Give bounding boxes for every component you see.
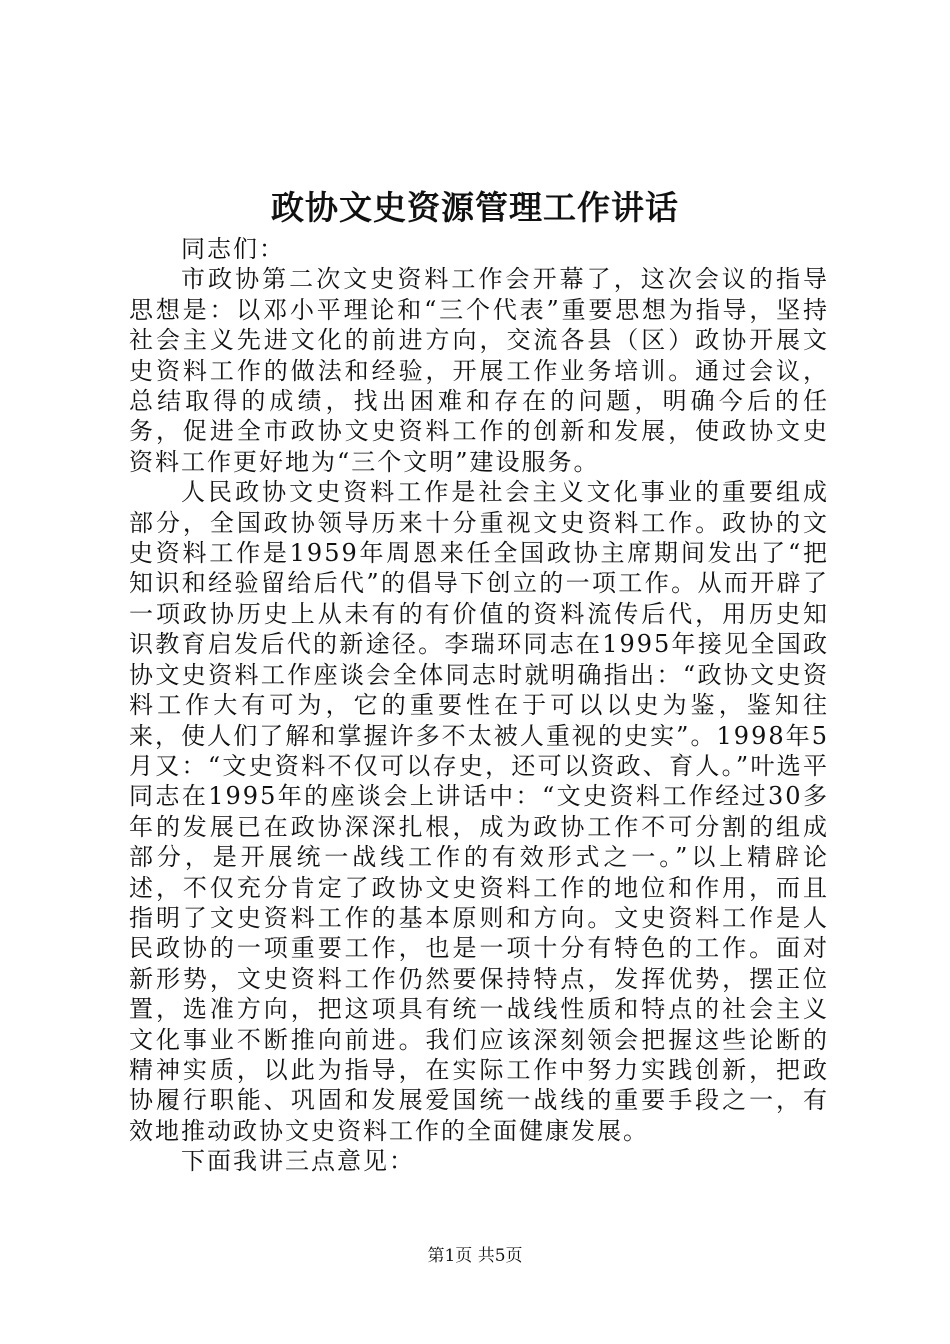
salutation: 同志们： bbox=[181, 235, 285, 263]
document-body bbox=[129, 234, 829, 1177]
page-number-footer: 第1页 共5页 bbox=[427, 1246, 523, 1266]
document-title: 政协文史资源管理工作讲话 bbox=[271, 188, 679, 227]
paragraph-opening: 市政协第二次文史资料工作会开幕了，这次会议的指导思想是：以邓小平理论和“三个代表”重要思想为指导，坚持社会主义先进文化的前进方向，交流各县（区）政协开展文史资料工作的做法和经验，开展工作业务培训。通过会议，总结取得的成绩，找出困难和存在的问题，明确今后的任务，促进全市政协文史资料工作的创新和发展，使政协文史资料工作更好地为“三个文明”建设服务。 bbox=[129, 265, 829, 476]
paragraph-history: 人民政协文史资料工作是社会主义文化事业的重要组成部分，全国政协领导历来十分重视文史资料工作。政协的文史资料工作是1959年周恩来任全国政协主席期间发出了“把知识和经验留给后代”的倡导下创立的一项工作。从而开辟了一项政协历史上从未有的有价值的资料流传后代，用历史知识教育启发后代的新途径。李瑞环同志在1995年接见全国政协文史资料工作座谈会全体同志时就明确指出：“政协文史资料工作大有可为，它的重要性在于可以以史为鉴，鉴知往来，使人们了解和掌握许多不太被人重视的史实”。1998年5月又：“文史资料不仅可以存史，还可以资政、育人。”叶选平同志在1995年的座谈会上讲话中：“文史资料工作经过30多年的发展已在政协深深扎根，成为政协工作不可分割的组成部分，是开展统一战线工作的有效形式之一。”以上精辟论述，不仅充分肯定了政协文史资料工作的地位和作用，而且指明了文史资料工作的基本原则和方向。文史资料工作是人民政协的一项重要工作，也是一项十分有特色的工作。面对新形势，文史资料工作仍然要保持特点，发挥优势，摆正位置，选准方向，把这项具有统一战线性质和特点的社会主义文化事业不断推向前进。我们应该深刻领会把握这些论断的精神实质，以此为指导，在实际工作中努力实践创新，把政协履行职能、巩固和发展爱国统一战线的重要手段之一，有效地推动政协文史资料工作的全面健康发展。 bbox=[129, 478, 829, 1145]
paragraph-transition: 下面我讲三点意见： bbox=[181, 1147, 415, 1176]
